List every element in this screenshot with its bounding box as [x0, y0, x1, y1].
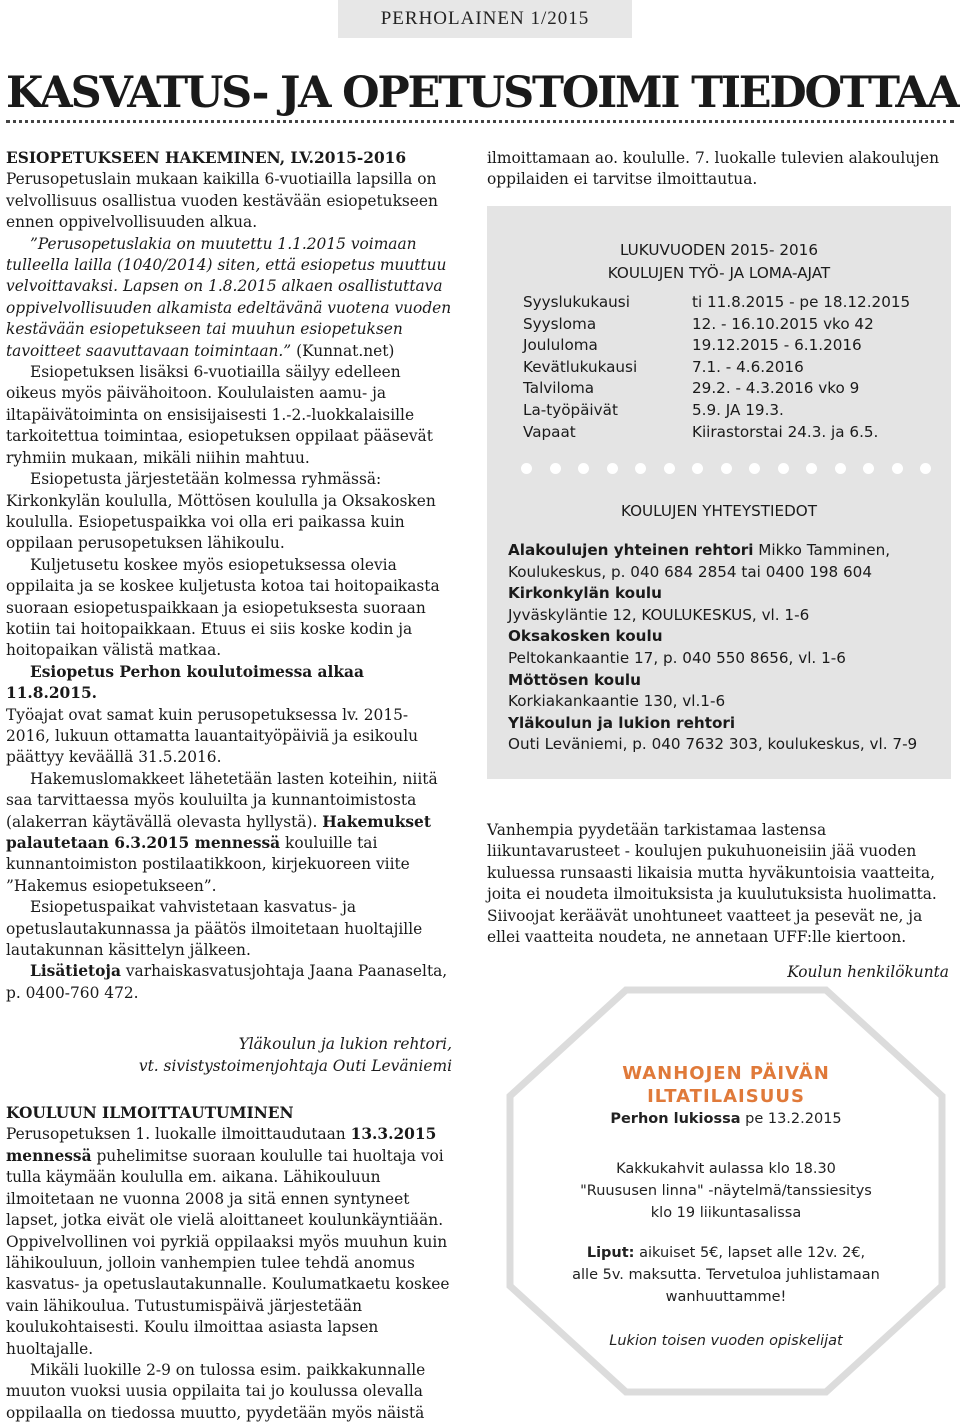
tickets-line: [506, 1242, 946, 1264]
circle-dot: [920, 463, 931, 474]
more-info-label: Lisätietoja: [30, 962, 121, 981]
page-title: KASVATUS- JA OPETUSTOIMI TIEDOTTAA: [6, 68, 958, 118]
schedule-label: Syysloma: [523, 314, 597, 333]
event-date: pe 13.2.2015: [740, 1111, 842, 1127]
preschool-p5: [6, 662, 452, 769]
event-line-3: klo 19 liikuntasalissa: [650, 1205, 802, 1221]
schedule-value: 7.1. - 4.6.2016: [692, 357, 804, 376]
schedule-value: 12. - 16.10.2015 vko 42: [692, 314, 874, 333]
schedule-label: Kevätlukukausi: [523, 357, 638, 376]
contact-details: Jyväskyläntie 12, KOULUKESKUS, vl. 1-6: [508, 605, 810, 624]
preschool-intro: Perusopetuslain mukaan kaikilla 6-vuotiailla lapsilla on velvollisuus osallistua vuoden kestävään esiopetukseen ennen oppivelvollisuuden alkua.: [6, 170, 438, 232]
circle-dot: [578, 463, 589, 474]
law-quote: ”Perusopetuslakia on muutettu 1.1.2015 voimaan tulleella lailla (1040/2014) siten, että esiopetus muuttuu velvoittavaksi. Lapsen on 1.8.2015 alkaen osallistuttava oppivelvollisuuden alkamista edeltävänä vuotena vuoden kestävään esiopetukseen tai muuhun esiopetuksen tavoitteet saavuttavaan toimintaan.”: [6, 234, 452, 360]
schedule-label: Syyslukukausi: [523, 293, 630, 311]
contacts-title: KOULUJEN YHTEYSTIEDOT: [620, 502, 818, 520]
title-divider: [6, 120, 954, 123]
circle-dot: [806, 463, 817, 474]
schedule-row: [523, 292, 943, 314]
enrollment-continued: ilmoittamaan ao. koululle. 7. luokalle tulevien alakoulujen oppilaiden ei tarvitse ilmoittautua.: [487, 149, 940, 189]
left-column: [6, 148, 452, 1424]
enrollment-text: Perusopetuksen 1. luokalle ilmoittaudutaan: [6, 1125, 351, 1144]
schedule-label: Talviloma: [523, 379, 595, 398]
event-place-name: Perhon lukiossa: [610, 1111, 741, 1127]
enrollment-text-2: puhelimitse suoraan koululle tai huoltaja voi tulla käymään koululla em. aikana. Lähikouluun ilmoitetaan ne vuonna 2008 ja sitä ennen syntyneet lapset, jotka eivät ole vielä aloittaneet koulunkäyntiään. Oppivelvollinen voi pyrkiä oppilaaksi myös muuhun kuin lähikouluun, jolloin vanhempien tulee tehdä anomus kasvatus- ja opetuslautakunnalle. Koulumatkaetu koskee vain lähikoulua. Tutustumispäivä järjestetään koulukohtaisesti. Koulu ilmoittaa asiasta lapsen huoltajalle.: [6, 1146, 450, 1358]
preschool-quote: [6, 234, 452, 362]
schedule-value: 29.2. - 4.3.2016 vko 9: [692, 379, 860, 398]
tickets-label: Liput:: [586, 1245, 635, 1261]
event-line-1: Kakkukahvit aulassa klo 18.30: [616, 1161, 836, 1177]
circle-dot: [692, 463, 703, 474]
contact-details: Korkiakankaantie 130, vl.1-6: [508, 692, 726, 711]
schedule-row: [523, 378, 943, 400]
schedule-title-1: LUKUVUODEN 2015- 2016: [619, 241, 819, 259]
circle-dot: [721, 463, 732, 474]
event-line-4: alle 5v. maksutta. Tervetuloa juhlistamaan: [572, 1267, 880, 1283]
contact-details: Peltokankaantie 17, p. 040 550 8656, vl. 1-6: [508, 648, 846, 667]
preschool-heading: ESIOPETUKSEEN HAKEMINEN, LV.2015-2016: [6, 149, 407, 167]
circle-dot: [835, 463, 846, 474]
schedule-value: ti 11.8.2015 - pe 18.12.2015: [692, 293, 911, 311]
contact-details: Outi Leväniemi, p. 040 7632 303, koulukeskus, vl. 7-9: [508, 735, 918, 754]
circle-dot: [892, 463, 903, 474]
preschool-p8: [6, 961, 452, 1004]
circle-dot: [863, 463, 874, 474]
contact-name: Alakoulujen yhteinen rehtori: [508, 541, 754, 559]
preschool-p7: Esiopetuspaikat vahvistetaan kasvatus- ja opetuslautakunnassa ja päätös ilmoitetaan huoltajille lautakunnan käsittelyn jälkeen.: [6, 898, 423, 960]
enrollment-p1: [6, 1124, 452, 1359]
event-title-1: WANHOJEN PÄIVÄN: [622, 1063, 830, 1084]
circle-dot: [635, 463, 646, 474]
schedule-table: [523, 292, 943, 443]
circle-dot: [521, 463, 532, 474]
event-signature: Lukion toisen vuoden opiskelijat: [609, 1333, 843, 1349]
page-header: [338, 0, 632, 38]
enrollment-deadline: 13.3.2015 mennessä: [6, 1125, 437, 1165]
deadline: Hakemukset palautetaan 6.3.2015 mennessä: [6, 812, 431, 852]
schedule-value: 5.9. JA 19.3.: [692, 400, 784, 419]
event-box: [506, 986, 946, 1396]
schedule-label: Vapaat: [523, 422, 576, 441]
event-program: [506, 1158, 946, 1224]
circle-dot: [778, 463, 789, 474]
schedule-label: La-työpäivät: [523, 400, 618, 419]
notice-text: Vanhempia pyydetään tarkistamaa lastensa liikuntavarusteet - koulujen pukuhuoneisiin jää vuoden kuluessa runsaasti likaisia mutta hyväkuntoisia vaatteita, joita ei noudeta ilmoituksista ja kuulutuksista huolimatta. Siivoojat keräävät unohtuneet vaatteet ja pesevät ne, ja ellei vaatteita noudeta, ne annetaan UFF:lle kiertoon.: [487, 821, 937, 947]
notice-signature: Koulun henkilökunta: [787, 963, 949, 982]
contact-name: Kirkonkylän koulu: [508, 584, 662, 603]
contact-principal: [508, 540, 938, 583]
event-line-2: "Ruususen linna" -näytelmä/tanssiesitys: [580, 1183, 872, 1199]
schedule-row: [523, 314, 943, 336]
event-place: [506, 1108, 946, 1130]
working-hours: Työajat ovat samat kuin perusopetuksessa lv. 2015-2016, lukuun ottamatta lauantaityöpäiviä ja esikoulu päättyy keväällä 31.5.2016.: [6, 705, 419, 767]
right-column-top: [487, 148, 949, 191]
circle-divider: [521, 463, 931, 474]
schedule-row: [523, 357, 943, 379]
preschool-p6: [6, 769, 452, 897]
enrollment-p2: Mikäli luokille 2-9 on tulossa esim. paikkakunnalle muuton vuoksi uusia oppilaita tai jo koulussa olevalla oppilaalla on tiedossa muutto, pyydetään myös näistä: [6, 1360, 426, 1422]
contact-name: Yläkoulun ja lukion rehtori: [508, 713, 736, 732]
header-text: PERHOLAINEN 1/2015: [380, 8, 590, 29]
event-title-2: ILTATILAISUUS: [647, 1086, 805, 1107]
forms-text-2: kouluille tai kunnantoimiston postilaatikkoon, kirjekuoreen viite ”Hakemus esiopetukseen”.: [6, 834, 410, 895]
preschool-p2: Esiopetuksen lisäksi 6-vuotiailla säilyy edelleen oikeus myös päivähoitoon. Koululaisten aamu- ja iltapäivätoiminta on ensisijaisesti 1.-2.-luokkalaisille tarkoitettua toimintaa, esiopetuksen oppilaat pääsevät ryhmiin mukaan, mikäli niihin mahtuu.: [6, 363, 433, 467]
contact-details: Mikko Tamminen, Koulukeskus, p. 040 684 2854 tai 0400 198 604: [508, 541, 891, 581]
circle-dot: [607, 463, 618, 474]
schedule-label: Joululoma: [523, 336, 598, 355]
tickets-price: aikuiset 5€, lapset alle 12v. 2€,: [634, 1245, 866, 1261]
enrollment-heading: KOULUUN ILMOITTAUTUMINEN: [6, 1104, 294, 1123]
schedule-row: [523, 422, 943, 444]
quote-source: (Kunnat.net): [291, 341, 395, 360]
circle-dot: [664, 463, 675, 474]
schedule-title-2: KOULUJEN TYÖ- JA LOMA-AJAT: [607, 264, 831, 282]
schedule-value: Kiirastorstai 24.3. ja 6.5.: [692, 422, 879, 441]
signature-1: Yläkoulun ja lukion rehtori,: [238, 1035, 452, 1054]
contact-name: Oksakosken koulu: [508, 627, 663, 646]
signature-2: vt. sivistystoimenjohtaja Outi Leväniemi: [138, 1056, 452, 1075]
more-info-text: varhaiskasvatusjohtaja Jaana Paanaselta, p. 0400-760 472.: [6, 962, 448, 1002]
contacts-list: [508, 540, 938, 756]
schedule-value: 19.12.2015 - 6.1.2016: [692, 336, 862, 355]
event-line-5: wanhuuttamme!: [665, 1289, 787, 1305]
forms-text: Hakemuslomakkeet lähetetään lasten koteihin, niitä saa tarvittaessa myös kouluilta ja kunnantoimistosta (alakerran käytävällä olevasta hyllystä).: [6, 769, 438, 831]
schedule-row: [523, 400, 943, 422]
event-tickets: [506, 1242, 946, 1308]
contact-name: Möttösen koulu: [508, 670, 641, 689]
start-date: Esiopetus Perhon koulutoimessa alkaa 11.8.2015.: [6, 662, 364, 703]
schedule-row: [523, 335, 943, 357]
event-header: [506, 1062, 946, 1130]
schedule-contacts-box: [487, 206, 951, 779]
preschool-p3: Esiopetusta järjestetään kolmessa ryhmässä: Kirkonkylän koululla, Möttösen koululla ja Oksakosken koululla. Esiopetuspaikka voi olla eri paikassa kuin oppilaan perusopetuksen lähikoulu.: [6, 470, 436, 553]
preschool-p4: Kuljetusetu koskee myös esiopetuksessa olevia oppilaita ja se koskee kuljetusta kotoa tai hoitopaikasta suoraan esiopetuspaikkaan ja esiopetuksesta suoraan kotiin tai hoitopaikkaan. Etuus ei siis koske kodin ja hoitopaikan välistä matkaa.: [6, 555, 440, 660]
sports-notice: [487, 820, 949, 984]
circle-dot: [749, 463, 760, 474]
circle-dot: [550, 463, 561, 474]
